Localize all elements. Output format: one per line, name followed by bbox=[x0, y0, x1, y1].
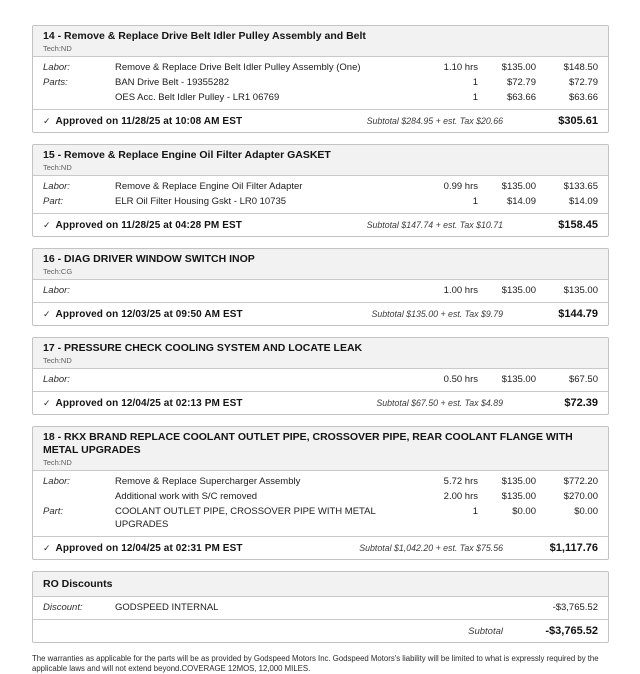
service-item-tech: Tech:ND bbox=[43, 44, 72, 53]
service-item-tech: Tech:ND bbox=[43, 356, 72, 365]
line-item-row bbox=[33, 474, 608, 489]
service-item-card-16 bbox=[32, 248, 609, 326]
service-item-title: 17 - PRESSURE CHECK COOLING SYSTEM AND LOCATE LEAK bbox=[43, 342, 363, 354]
subtotal-note: Subtotal $284.95 + est. Tax $20.66 bbox=[366, 116, 503, 126]
service-item-card-14 bbox=[32, 25, 609, 133]
discount-amount: -$3,765.52 bbox=[552, 602, 598, 613]
line-items bbox=[33, 176, 608, 213]
line-item-rate: $63.66 bbox=[506, 92, 536, 103]
service-item-card-15 bbox=[32, 144, 609, 237]
line-items bbox=[33, 471, 608, 536]
line-item-type-label: Labor: bbox=[43, 62, 70, 73]
line-item-amount: $135.00 bbox=[563, 285, 598, 296]
discount-type-label: Discount: bbox=[43, 602, 83, 613]
line-item-description: ELR Oil Filter Housing Gskt - LR0 10735 bbox=[115, 196, 287, 207]
line-item-amount: $133.65 bbox=[563, 181, 598, 192]
check-icon: ✓ bbox=[43, 116, 51, 126]
line-item-row bbox=[33, 75, 608, 90]
line-item-qty: 5.72 hrs bbox=[443, 476, 478, 487]
line-item-qty: 1 bbox=[472, 196, 478, 207]
line-item-rate: $135.00 bbox=[501, 285, 536, 296]
line-item-qty: 1 bbox=[472, 77, 478, 88]
line-item-rate: $72.79 bbox=[506, 77, 536, 88]
line-items bbox=[33, 57, 608, 109]
line-item-description: Remove & Replace Drive Belt Idler Pulley Assembly (One) bbox=[115, 62, 361, 73]
subtotal-note: Subtotal $67.50 + est. Tax $4.89 bbox=[376, 398, 503, 408]
service-item-tech: Tech:CG bbox=[43, 267, 73, 276]
service-item-title: 14 - Remove & Replace Drive Belt Idler Pulley Assembly and Belt bbox=[43, 30, 366, 42]
line-item-type-label: Labor: bbox=[43, 285, 70, 296]
service-item-card-17 bbox=[32, 337, 609, 415]
line-item-rate: $135.00 bbox=[501, 491, 536, 502]
service-item-tech: Tech:ND bbox=[43, 458, 72, 467]
subtotal-note: Subtotal $135.00 + est. Tax $9.79 bbox=[371, 309, 503, 319]
service-item-title: 18 - RKX BRAND REPLACE COOLANT OUTLET PIPE, CROSSOVER PIPE, REAR COOLANT FLANGE WITH METAL UPGRADES bbox=[43, 431, 573, 456]
line-item-type-label: Part: bbox=[43, 196, 64, 207]
line-items bbox=[33, 369, 608, 391]
line-item-type-label: Part: bbox=[43, 506, 64, 517]
service-item-header bbox=[33, 249, 608, 280]
line-item-row bbox=[33, 283, 608, 298]
section-total: $1,117.76 bbox=[549, 542, 598, 554]
line-item-amount: $0.00 bbox=[574, 506, 598, 517]
line-item-row bbox=[33, 504, 608, 532]
approval-row bbox=[33, 302, 608, 325]
line-item-rate: $135.00 bbox=[501, 181, 536, 192]
line-item-row bbox=[33, 489, 608, 504]
line-item-row bbox=[33, 60, 608, 75]
approval-text: Approved on 12/03/25 at 09:50 AM EST bbox=[55, 309, 243, 320]
discount-description: GODSPEED INTERNAL bbox=[115, 602, 219, 613]
approval-text: Approved on 11/28/25 at 10:08 AM EST bbox=[55, 116, 243, 127]
section-total: $305.61 bbox=[558, 115, 598, 127]
ro-discounts-header bbox=[33, 572, 608, 597]
discount-line-items bbox=[33, 597, 608, 619]
service-item-card-18 bbox=[32, 426, 609, 560]
line-item-row bbox=[33, 372, 608, 387]
line-item-rate: $135.00 bbox=[501, 62, 536, 73]
line-item-amount: $14.09 bbox=[568, 196, 598, 207]
approval-row bbox=[33, 536, 608, 559]
service-item-header bbox=[33, 338, 608, 369]
line-item-amount: $67.50 bbox=[568, 374, 598, 385]
line-item-row bbox=[33, 179, 608, 194]
line-item-rate: $135.00 bbox=[501, 374, 536, 385]
discount-subtotal-amount: -$3,765.52 bbox=[545, 625, 598, 637]
line-item-row bbox=[33, 194, 608, 209]
line-item-description: BAN Drive Belt - 19355282 bbox=[115, 77, 230, 88]
section-total: $144.79 bbox=[558, 308, 598, 320]
line-item-amount: $63.66 bbox=[568, 92, 598, 103]
line-item-description: COOLANT OUTLET PIPE, CROSSOVER PIPE WITH METAL UPGRADES bbox=[115, 506, 376, 530]
line-item-type-label: Parts: bbox=[43, 77, 68, 88]
service-item-title: 15 - Remove & Replace Engine Oil Filter Adapter GASKET bbox=[43, 149, 331, 161]
subtotal-note: Subtotal $1,042.20 + est. Tax $75.56 bbox=[359, 543, 503, 553]
approval-text: Approved on 12/04/25 at 02:31 PM EST bbox=[55, 543, 243, 554]
line-item-description: OES Acc. Belt Idler Pulley - LR1 06769 bbox=[115, 92, 280, 103]
service-item-tech: Tech:ND bbox=[43, 163, 72, 172]
line-item-qty: 1.00 hrs bbox=[443, 285, 478, 296]
line-item-rate: $135.00 bbox=[501, 476, 536, 487]
line-item-type-label: Labor: bbox=[43, 374, 70, 385]
approval-text: Approved on 12/04/25 at 02:13 PM EST bbox=[55, 398, 243, 409]
line-item-row bbox=[33, 90, 608, 105]
discount-subtotal-label: Subtotal bbox=[468, 626, 503, 637]
line-item-description: Remove & Replace Supercharger Assembly bbox=[115, 476, 301, 487]
line-item-qty: 1 bbox=[472, 506, 478, 517]
check-icon: ✓ bbox=[43, 220, 51, 230]
approval-row bbox=[33, 391, 608, 414]
line-item-qty: 0.99 hrs bbox=[443, 181, 478, 192]
line-item-amount: $72.79 bbox=[568, 77, 598, 88]
ro-discounts-card bbox=[32, 571, 609, 643]
check-icon: ✓ bbox=[43, 309, 51, 319]
section-total: $72.39 bbox=[564, 397, 598, 409]
line-items bbox=[33, 280, 608, 302]
line-item-amount: $148.50 bbox=[563, 62, 598, 73]
section-total: $158.45 bbox=[558, 219, 598, 231]
line-item-qty: 0.50 hrs bbox=[443, 374, 478, 385]
line-item-type-label: Labor: bbox=[43, 181, 70, 192]
line-item-amount: $772.20 bbox=[563, 476, 598, 487]
check-icon: ✓ bbox=[43, 398, 51, 408]
line-item-description: Remove & Replace Engine Oil Filter Adapter bbox=[115, 181, 303, 192]
approval-row bbox=[33, 213, 608, 236]
service-item-title: 16 - DIAG DRIVER WINDOW SWITCH INOP bbox=[43, 253, 255, 265]
line-item-qty: 1 bbox=[472, 92, 478, 103]
line-item-qty: 1.10 hrs bbox=[443, 62, 478, 73]
warranty-disclaimer: The warranties as applicable for the parts will be as provided by Godspeed Motors Inc. Godspeed Motors's liability will be limited to what is expressly required by the applicable laws and will not extend beyond.COVERAGE 12MOS, 12,000 MILES. bbox=[32, 654, 599, 673]
line-item-type-label: Labor: bbox=[43, 476, 70, 487]
line-item-qty: 2.00 hrs bbox=[443, 491, 478, 502]
service-item-header bbox=[33, 26, 608, 57]
line-item-description: Additional work with S/C removed bbox=[115, 491, 258, 502]
discount-subtotal-row bbox=[33, 619, 608, 642]
ro-discounts-title: RO Discounts bbox=[43, 578, 113, 590]
check-icon: ✓ bbox=[43, 543, 51, 553]
approval-text: Approved on 11/28/25 at 04:28 PM EST bbox=[55, 220, 242, 231]
service-item-header bbox=[33, 427, 608, 471]
subtotal-note: Subtotal $147.74 + est. Tax $10.71 bbox=[366, 220, 503, 230]
discount-row bbox=[33, 600, 608, 615]
line-item-rate: $14.09 bbox=[506, 196, 536, 207]
approval-row bbox=[33, 109, 608, 132]
service-item-header bbox=[33, 145, 608, 176]
line-item-amount: $270.00 bbox=[563, 491, 598, 502]
line-item-rate: $0.00 bbox=[512, 506, 536, 517]
